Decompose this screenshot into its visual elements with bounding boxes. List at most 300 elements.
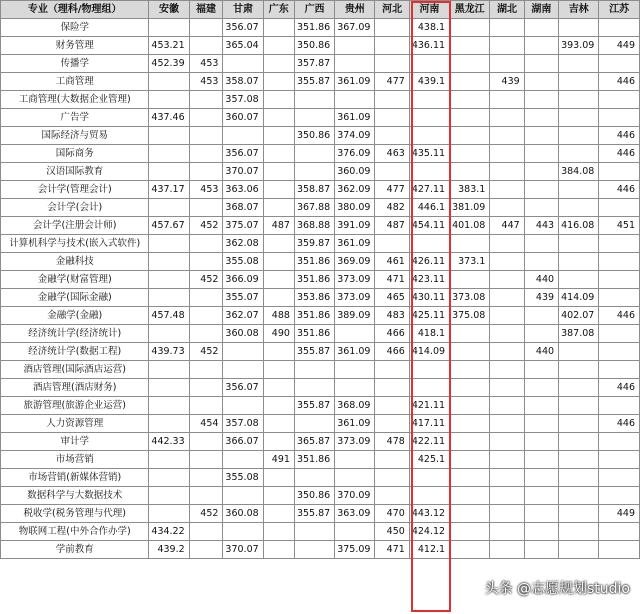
score-cell: 453.21 xyxy=(149,37,189,55)
score-cell xyxy=(263,397,294,415)
major-name-cell: 金融学(财富管理) xyxy=(1,271,149,289)
score-cell: 373.1 xyxy=(450,253,490,271)
score-cell xyxy=(490,127,524,145)
score-cell xyxy=(149,289,189,307)
score-cell xyxy=(490,55,524,73)
score-cell xyxy=(149,451,189,469)
score-cell xyxy=(149,145,189,163)
score-cell xyxy=(599,361,640,379)
score-cell: 430.11 xyxy=(409,289,449,307)
score-cell xyxy=(409,55,449,73)
score-cell: 442.33 xyxy=(149,433,189,451)
score-cell xyxy=(599,235,640,253)
major-name-cell: 会计学(注册会计师) xyxy=(1,217,149,235)
score-cell xyxy=(524,235,558,253)
score-cell: 373.09 xyxy=(335,289,375,307)
score-cell: 367.88 xyxy=(294,199,334,217)
major-name-cell: 金融学(国际金融) xyxy=(1,289,149,307)
score-cell: 361.09 xyxy=(335,343,375,361)
score-cell xyxy=(450,55,490,73)
score-cell xyxy=(490,361,524,379)
score-cell xyxy=(335,379,375,397)
score-cell xyxy=(450,19,490,37)
header-province: 安徽 xyxy=(149,1,189,19)
table-row xyxy=(1,235,640,253)
score-cell xyxy=(450,451,490,469)
score-cell: 376.09 xyxy=(335,145,375,163)
major-name-cell: 市场营销 xyxy=(1,451,149,469)
score-cell xyxy=(490,235,524,253)
score-cell: 373.09 xyxy=(335,271,375,289)
score-cell xyxy=(263,523,294,541)
score-cell: 356.07 xyxy=(223,379,263,397)
score-cell: 365.87 xyxy=(294,433,334,451)
score-cell xyxy=(189,379,223,397)
major-name-cell: 市场营销(新媒体营销) xyxy=(1,469,149,487)
score-cell xyxy=(294,109,334,127)
score-cell xyxy=(223,361,263,379)
table-row xyxy=(1,91,640,109)
score-cell: 417.11 xyxy=(409,415,449,433)
score-cell: 488 xyxy=(263,307,294,325)
score-cell: 439.1 xyxy=(409,73,449,91)
score-cell xyxy=(599,19,640,37)
score-cell xyxy=(559,469,599,487)
table-row xyxy=(1,451,640,469)
score-cell xyxy=(450,325,490,343)
score-cell xyxy=(149,415,189,433)
score-cell: 436.11 xyxy=(409,37,449,55)
score-cell xyxy=(294,469,334,487)
major-name-cell: 国际商务 xyxy=(1,145,149,163)
score-cell xyxy=(450,361,490,379)
score-cell: 380.09 xyxy=(335,199,375,217)
score-cell: 425.1 xyxy=(409,451,449,469)
score-cell: 471 xyxy=(375,271,409,289)
score-cell xyxy=(335,469,375,487)
score-cell xyxy=(524,487,558,505)
major-name-cell: 工商管理 xyxy=(1,73,149,91)
score-cell xyxy=(149,73,189,91)
score-cell: 454.11 xyxy=(409,217,449,235)
score-cell xyxy=(189,361,223,379)
score-cell xyxy=(599,343,640,361)
score-cell: 446 xyxy=(599,379,640,397)
score-cell xyxy=(223,451,263,469)
score-cell xyxy=(263,37,294,55)
score-cell: 483 xyxy=(375,307,409,325)
score-cell: 363.06 xyxy=(223,181,263,199)
score-cell xyxy=(524,109,558,127)
score-cell xyxy=(375,379,409,397)
score-cell xyxy=(450,397,490,415)
score-cell xyxy=(335,361,375,379)
major-name-cell: 经济统计学(数据工程) xyxy=(1,343,149,361)
score-cell: 361.09 xyxy=(335,415,375,433)
score-cell: 452.39 xyxy=(149,55,189,73)
score-cell xyxy=(409,163,449,181)
score-cell: 365.04 xyxy=(223,37,263,55)
score-cell: 421.11 xyxy=(409,397,449,415)
score-cell xyxy=(375,487,409,505)
score-cell: 367.09 xyxy=(335,19,375,37)
score-cell xyxy=(189,145,223,163)
score-cell xyxy=(375,469,409,487)
score-cell xyxy=(375,163,409,181)
score-cell: 466 xyxy=(375,325,409,343)
score-cell: 401.08 xyxy=(450,217,490,235)
major-name-cell: 税收学(税务管理与代理) xyxy=(1,505,149,523)
score-cell: 350.86 xyxy=(294,127,334,145)
score-cell xyxy=(559,523,599,541)
score-cell: 393.09 xyxy=(559,37,599,55)
table-row xyxy=(1,55,640,73)
score-cell xyxy=(524,541,558,559)
score-cell: 446.1 xyxy=(409,199,449,217)
score-cell: 381.09 xyxy=(450,199,490,217)
score-cell: 351.86 xyxy=(294,325,334,343)
score-cell: 422.11 xyxy=(409,433,449,451)
score-cell xyxy=(294,163,334,181)
score-cell xyxy=(490,505,524,523)
table-row xyxy=(1,145,640,163)
score-cell: 389.09 xyxy=(335,307,375,325)
score-cell xyxy=(263,289,294,307)
score-cell xyxy=(599,451,640,469)
score-cell: 368.09 xyxy=(335,397,375,415)
score-cell xyxy=(490,343,524,361)
score-cell xyxy=(599,289,640,307)
score-cell: 437.17 xyxy=(149,181,189,199)
score-cell xyxy=(524,145,558,163)
score-cell: 373.08 xyxy=(450,289,490,307)
score-cell xyxy=(149,91,189,109)
score-cell xyxy=(524,37,558,55)
score-cell xyxy=(559,199,599,217)
major-name-cell: 会计学(会计) xyxy=(1,199,149,217)
score-cell xyxy=(149,253,189,271)
score-cell xyxy=(490,307,524,325)
major-name-cell: 计算机科学与技术(嵌入式软件) xyxy=(1,235,149,253)
score-cell xyxy=(490,523,524,541)
score-cell xyxy=(335,523,375,541)
score-cell xyxy=(490,145,524,163)
score-cell xyxy=(189,487,223,505)
score-cell xyxy=(189,163,223,181)
score-cell xyxy=(375,397,409,415)
score-cell xyxy=(409,127,449,145)
score-cell: 487 xyxy=(263,217,294,235)
score-cell: 418.1 xyxy=(409,325,449,343)
header-province: 河南 xyxy=(409,1,449,19)
score-cell xyxy=(524,253,558,271)
score-cell xyxy=(189,289,223,307)
score-cell xyxy=(189,109,223,127)
score-cell: 370.07 xyxy=(223,541,263,559)
score-cell: 425.11 xyxy=(409,307,449,325)
score-cell xyxy=(263,55,294,73)
score-cell xyxy=(559,505,599,523)
score-cell: 454 xyxy=(189,415,223,433)
score-cell: 461 xyxy=(375,253,409,271)
table-row xyxy=(1,505,640,523)
major-name-cell: 传播学 xyxy=(1,55,149,73)
score-cell xyxy=(335,37,375,55)
score-cell: 427.11 xyxy=(409,181,449,199)
score-cell xyxy=(263,163,294,181)
score-cell xyxy=(375,91,409,109)
score-cell xyxy=(263,19,294,37)
score-cell: 355.87 xyxy=(294,505,334,523)
score-cell xyxy=(450,505,490,523)
score-cell xyxy=(294,361,334,379)
score-cell xyxy=(450,433,490,451)
score-cell: 452 xyxy=(189,505,223,523)
score-cell xyxy=(189,325,223,343)
score-cell: 447 xyxy=(490,217,524,235)
score-cell: 355.08 xyxy=(223,253,263,271)
score-cell: 452 xyxy=(189,343,223,361)
major-name-cell: 酒店管理(国际酒店运营) xyxy=(1,361,149,379)
score-cell: 435.11 xyxy=(409,145,449,163)
table-row xyxy=(1,361,640,379)
score-cell: 416.08 xyxy=(559,217,599,235)
table-row xyxy=(1,37,640,55)
score-cell xyxy=(294,541,334,559)
score-cell xyxy=(189,127,223,145)
score-cell xyxy=(375,55,409,73)
major-name-cell: 人力资源管理 xyxy=(1,415,149,433)
score-cell: 360.08 xyxy=(223,325,263,343)
major-name-cell: 保险学 xyxy=(1,19,149,37)
score-cell xyxy=(223,397,263,415)
score-cell xyxy=(450,127,490,145)
score-cell: 359.87 xyxy=(294,235,334,253)
major-name-cell: 学前教育 xyxy=(1,541,149,559)
major-name-cell: 金融学(金融) xyxy=(1,307,149,325)
score-cell: 360.08 xyxy=(223,505,263,523)
score-cell xyxy=(409,379,449,397)
header-row xyxy=(1,1,640,19)
score-cell xyxy=(335,55,375,73)
score-cell xyxy=(409,361,449,379)
score-cell: 362.08 xyxy=(223,235,263,253)
score-cell: 387.08 xyxy=(559,325,599,343)
score-cell xyxy=(559,397,599,415)
score-cell: 375.07 xyxy=(223,217,263,235)
score-cell xyxy=(490,109,524,127)
score-cell xyxy=(189,541,223,559)
score-cell xyxy=(189,91,223,109)
score-cell xyxy=(599,487,640,505)
score-cell xyxy=(559,127,599,145)
score-cell xyxy=(524,163,558,181)
major-name-cell: 工商管理(大数据企业管理) xyxy=(1,91,149,109)
score-cell: 402.07 xyxy=(559,307,599,325)
score-cell xyxy=(450,109,490,127)
table-row xyxy=(1,73,640,91)
score-cell: 355.87 xyxy=(294,343,334,361)
score-cell: 374.09 xyxy=(335,127,375,145)
score-cell xyxy=(263,253,294,271)
major-name-cell: 酒店管理(酒店财务) xyxy=(1,379,149,397)
score-cell xyxy=(223,523,263,541)
score-cell xyxy=(149,505,189,523)
score-cell xyxy=(599,397,640,415)
table-row xyxy=(1,379,640,397)
score-cell: 446 xyxy=(599,415,640,433)
score-cell: 361.09 xyxy=(335,73,375,91)
score-cell xyxy=(599,163,640,181)
header-province: 甘肃 xyxy=(223,1,263,19)
score-cell xyxy=(524,433,558,451)
score-cell xyxy=(559,109,599,127)
score-cell xyxy=(450,487,490,505)
score-cell xyxy=(450,379,490,397)
table-row xyxy=(1,163,640,181)
score-cell: 391.09 xyxy=(335,217,375,235)
score-cell xyxy=(490,163,524,181)
header-province: 吉林 xyxy=(559,1,599,19)
score-cell xyxy=(149,325,189,343)
major-name-cell: 数据科学与大数据技术 xyxy=(1,487,149,505)
score-cell xyxy=(599,325,640,343)
score-cell: 426.11 xyxy=(409,253,449,271)
score-cell xyxy=(263,181,294,199)
score-cell xyxy=(263,379,294,397)
score-cell xyxy=(263,235,294,253)
score-cell xyxy=(294,91,334,109)
score-cell xyxy=(524,415,558,433)
watermark: 头条 @志愿规划studio xyxy=(484,581,630,597)
score-cell: 440 xyxy=(524,271,558,289)
score-cell xyxy=(189,37,223,55)
score-cell: 356.07 xyxy=(223,19,263,37)
score-cell: 452 xyxy=(189,271,223,289)
table-row xyxy=(1,199,640,217)
score-cell xyxy=(263,127,294,145)
score-cell xyxy=(599,469,640,487)
score-cell xyxy=(599,91,640,109)
score-cell xyxy=(263,415,294,433)
score-cell xyxy=(189,523,223,541)
score-cell: 491 xyxy=(263,451,294,469)
score-cell xyxy=(524,199,558,217)
score-cell: 423.11 xyxy=(409,271,449,289)
score-cell xyxy=(375,19,409,37)
score-cell: 368.88 xyxy=(294,217,334,235)
score-cell xyxy=(263,271,294,289)
score-cell xyxy=(263,469,294,487)
table-row xyxy=(1,253,640,271)
score-cell: 434.22 xyxy=(149,523,189,541)
table-row xyxy=(1,397,640,415)
score-cell xyxy=(599,271,640,289)
score-cell: 439 xyxy=(490,73,524,91)
score-cell: 412.1 xyxy=(409,541,449,559)
score-cell xyxy=(524,361,558,379)
score-cell: 369.09 xyxy=(335,253,375,271)
score-cell xyxy=(263,361,294,379)
score-cell xyxy=(263,541,294,559)
major-name-cell: 审计学 xyxy=(1,433,149,451)
score-cell xyxy=(409,235,449,253)
score-cell xyxy=(294,415,334,433)
score-cell xyxy=(263,433,294,451)
score-cell: 362.09 xyxy=(335,181,375,199)
score-cell: 439.2 xyxy=(149,541,189,559)
score-cell: 443 xyxy=(524,217,558,235)
score-cell: 414.09 xyxy=(409,343,449,361)
score-cell xyxy=(263,109,294,127)
score-cell xyxy=(189,307,223,325)
score-cell: 373.09 xyxy=(335,433,375,451)
score-cell: 361.09 xyxy=(335,109,375,127)
score-cell: 368.07 xyxy=(223,199,263,217)
score-cell xyxy=(223,343,263,361)
score-cell: 451 xyxy=(599,217,640,235)
table-row xyxy=(1,433,640,451)
score-cell xyxy=(450,73,490,91)
score-cell: 370.07 xyxy=(223,163,263,181)
major-name-cell: 汉语国际教育 xyxy=(1,163,149,181)
score-cell xyxy=(450,541,490,559)
major-name-cell: 旅游管理(旅游企业运营) xyxy=(1,397,149,415)
score-cell xyxy=(559,145,599,163)
score-cell xyxy=(559,55,599,73)
score-cell xyxy=(490,289,524,307)
score-cell xyxy=(559,271,599,289)
score-cell xyxy=(450,145,490,163)
score-cell: 449 xyxy=(599,37,640,55)
score-cell: 361.09 xyxy=(335,235,375,253)
score-cell xyxy=(149,271,189,289)
score-cell xyxy=(409,91,449,109)
major-name-cell: 物联网工程(中外合作办学) xyxy=(1,523,149,541)
score-cell xyxy=(294,379,334,397)
score-cell xyxy=(559,181,599,199)
score-cell: 350.86 xyxy=(294,487,334,505)
score-cell xyxy=(149,199,189,217)
score-cell xyxy=(490,469,524,487)
score-cell xyxy=(149,163,189,181)
score-cell xyxy=(263,199,294,217)
score-cell: 358.07 xyxy=(223,73,263,91)
score-cell xyxy=(335,325,375,343)
score-cell xyxy=(524,325,558,343)
header-province: 河北 xyxy=(375,1,409,19)
score-cell xyxy=(375,127,409,145)
score-cell: 438.1 xyxy=(409,19,449,37)
score-cell xyxy=(409,469,449,487)
score-cell: 351.86 xyxy=(294,271,334,289)
score-cell xyxy=(263,91,294,109)
score-cell: 470 xyxy=(375,505,409,523)
major-name-cell: 金融科技 xyxy=(1,253,149,271)
score-cell xyxy=(524,469,558,487)
score-cell xyxy=(409,109,449,127)
score-cell: 452 xyxy=(189,217,223,235)
score-cell xyxy=(490,253,524,271)
table-row xyxy=(1,307,640,325)
score-cell xyxy=(559,379,599,397)
header-province: 广西 xyxy=(294,1,334,19)
score-cell xyxy=(599,109,640,127)
header-major: 专业（理科/物理组） xyxy=(1,1,149,19)
score-cell xyxy=(524,91,558,109)
score-cell xyxy=(490,433,524,451)
score-cell xyxy=(223,487,263,505)
